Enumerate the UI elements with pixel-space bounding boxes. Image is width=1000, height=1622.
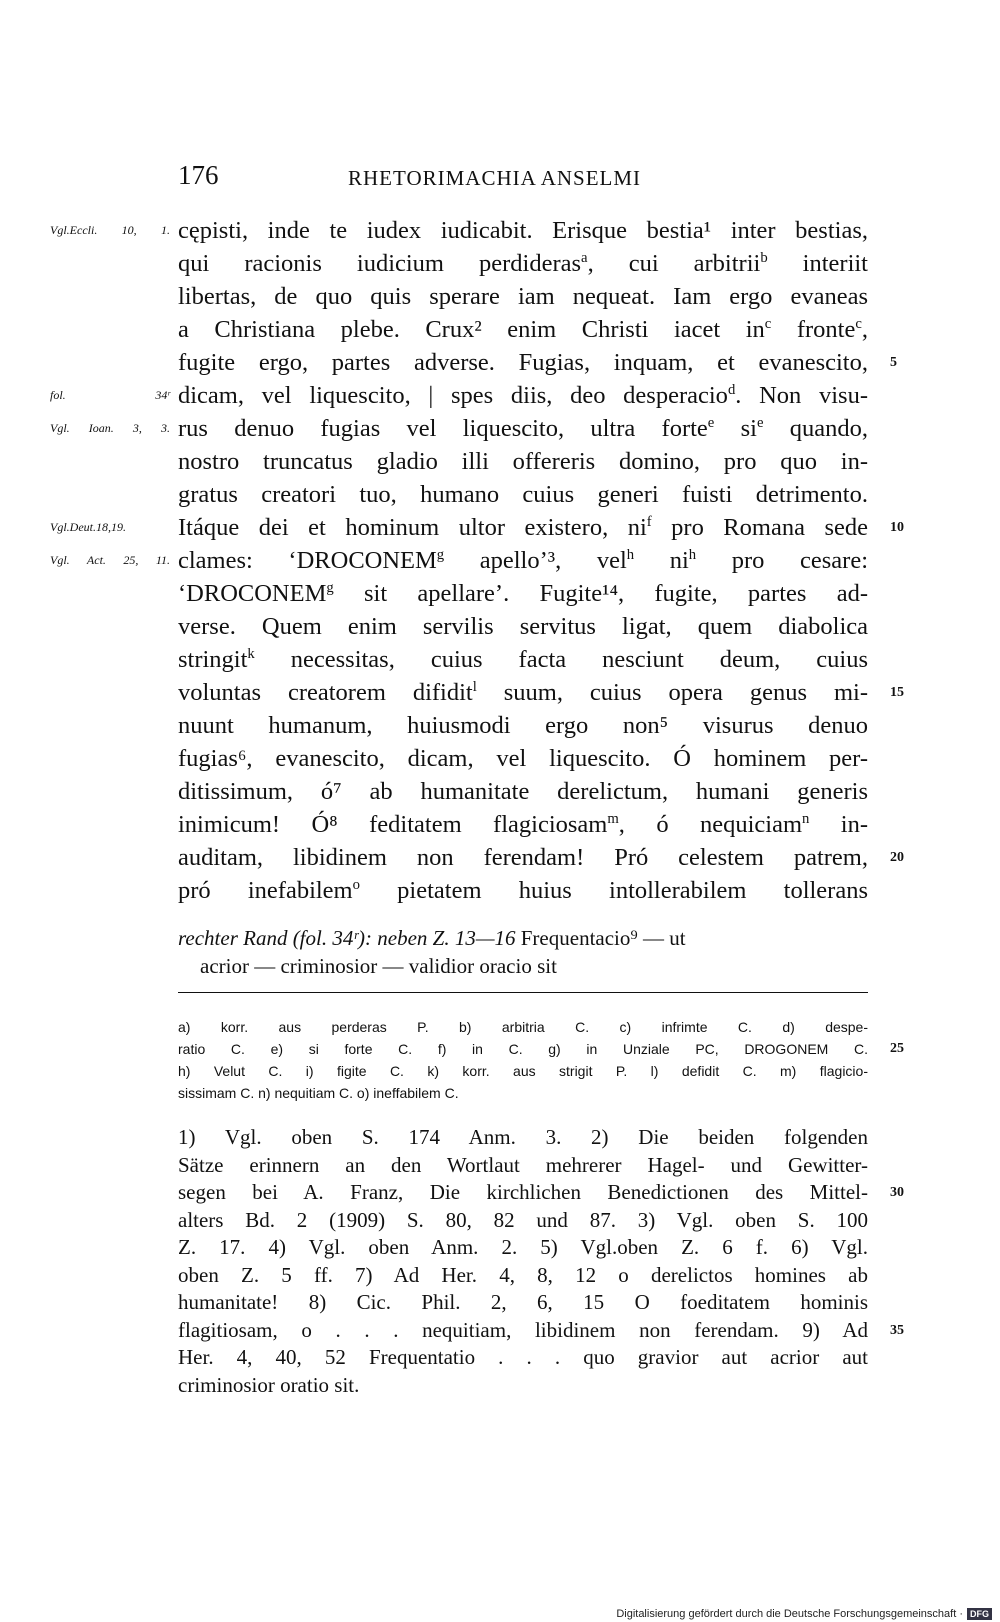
critical-apparatus [178, 1016, 904, 1104]
footnote-line [178, 1207, 868, 1235]
margin-reference: fol. 34ʳ [50, 388, 170, 402]
apparatus-text: a) korr. aus perderas P. b) arbitria C. c) infrimte C. d) despe- [178, 1019, 868, 1035]
text-line [178, 445, 868, 478]
text-line [178, 841, 904, 874]
text-line [178, 643, 868, 676]
footnote-text: Z. 17. 4) Vgl. oben Anm. 2. 5) Vgl.oben Z. 6 f. 6) Vgl. [178, 1235, 868, 1259]
line-text: stringit$^k$ necessitas, cuius facta nesciunt deum, cuius [178, 645, 868, 673]
text-line [178, 478, 868, 511]
line-number: 10 [890, 520, 904, 535]
footnote-text: Sätze erinnern an den Wortlaut mehrerer Hagel- und Gewitter- [178, 1152, 868, 1177]
footnote-line [178, 1289, 868, 1317]
footnote-text: flagitiosam, o . . . nequitiam, libidinem non ferendam. 9) Ad [178, 1317, 868, 1342]
text-line [50, 214, 868, 247]
footnote-line [178, 1344, 868, 1372]
line-text: libertas, de quo quis sperare iam nequeat. Iam ergo evaneas [178, 283, 868, 310]
main-text [50, 214, 904, 907]
marginal-note-text: Frequentacio⁹ — ut [515, 926, 686, 950]
text-line [178, 808, 868, 841]
line-text: ditissimum, ó⁷ ab humanitate derelictum, humani generis [178, 778, 868, 805]
footnote-line [178, 1372, 868, 1400]
margin-reference: Vgl.Deut.18,19. [50, 520, 126, 534]
apparatus-line [178, 1016, 868, 1038]
line-text: pró inefabilem$^o$ pietatem huius intollerabilem tollerans [178, 876, 869, 904]
page-header [178, 160, 878, 200]
line-number: 30 [890, 1185, 904, 1200]
margin-reference: Vgl. Act. 25, 11. [50, 553, 170, 567]
line-text: voluntas creatorem difidit$^l$ suum, cuius opera genus mi- [178, 678, 868, 706]
apparatus-line [178, 1038, 904, 1060]
footnote-text: 1) Vgl. oben S. 174 Anm. 3. 2) Die beiden folgenden [178, 1125, 868, 1149]
footnote-text: humanitate! 8) Cic. Phil. 2, 6, 15 O foeditatem hominis [178, 1290, 868, 1314]
line-number: 15 [890, 685, 904, 700]
line-text: a Christiana plebe. Crux² enim Christi iacet $in^c$ fronte$^c$, [178, 315, 869, 343]
line-text: fugias⁶, evanescito, dicam, vel liquescito. Ó hominem per- [178, 745, 868, 772]
marginal-note-line2: acrior — criminosior — validior oracio sit [200, 954, 557, 978]
text-line [178, 577, 868, 610]
running-title: RHETORIMACHIA ANSELMI [348, 166, 642, 190]
footnote-text: alters Bd. 2 (1909) S. 80, 82 und 87. 3) Vgl. oben S. 100 [178, 1207, 868, 1232]
footnote-line [178, 1262, 868, 1290]
line-text: qui racionis iudicium perdideras$^a$, cui arbitrii$^b$ interiit [178, 249, 868, 277]
line-text: nuunt humanum, huiusmodi ergo non⁵ visurus denuo [178, 712, 868, 739]
footnote-text: Her. 4, 40, 52 Frequentatio . . . quo gravior aut acrior aut [178, 1345, 868, 1369]
apparatus-line [178, 1082, 868, 1104]
text-line [178, 676, 904, 709]
digitization-credit [616, 1608, 992, 1620]
line-text: ‘DROCONEM$^g$ sit apellare’. Fugite¹⁴, fugite, partes ad- [178, 579, 868, 607]
marginal-note-label: rechter Rand (fol. 34ʳ): neben Z. 13—16 [178, 926, 516, 950]
footnote-line [178, 1124, 868, 1152]
footnote-line [178, 1179, 904, 1207]
footnote-text: segen bei A. Franz, Die kirchlichen Benedictionen des Mittel- [178, 1180, 868, 1204]
line-text: auditam, libidinem non ferendam! Pró celestem patrem, [178, 844, 868, 871]
line-text: verse. Quem enim servilis servitus ligat, quem diabolica [178, 613, 868, 640]
footnote-line [178, 1234, 868, 1262]
footnote-line [178, 1152, 868, 1180]
dfg-logo: DFG [967, 1608, 992, 1620]
page-number: 176 [178, 160, 219, 190]
source-footnotes [178, 1124, 904, 1399]
text-line [178, 280, 868, 313]
line-text: inimicum! Ó⁸ feditatem flagiciosam$^m$, ó nequiciam$^n$ in- [178, 810, 869, 838]
line-text: fugite ergo, partes adverse. Fugias, inquam, et evanescito, [178, 349, 868, 376]
text-line [178, 313, 868, 346]
text-line [178, 775, 868, 808]
apparatus-text: sissimam C. n) nequitiam C. o) ineffabilem C. [178, 1085, 459, 1101]
line-text: clames: ‘DROCONEM$^g$ apello’³, vel$^h$ $ni^h$ pro cesare: [178, 546, 868, 574]
text-line [178, 742, 868, 775]
text-line [178, 709, 868, 742]
line-number: 25 [890, 1041, 904, 1056]
apparatus-divider [178, 992, 868, 993]
text-line [50, 511, 904, 544]
text-line [50, 544, 868, 577]
line-text: gratus creatori tuo, humano cuius generi fuisti detrimento. [178, 481, 868, 508]
text-line [50, 379, 868, 412]
apparatus-text: ratio C. e) si forte C. f) in C. g) in Unziale PC, DROGONEM C. [178, 1041, 868, 1057]
credit-text: Digitalisierung gefördert durch die Deutsche Forschungsgemeinschaft · [616, 1608, 963, 1620]
line-number: 5 [890, 355, 897, 370]
margin-reference: Vgl.Eccli. 10, 1. [50, 223, 170, 237]
text-line [178, 610, 868, 643]
line-number: 20 [890, 850, 904, 865]
line-number: 35 [890, 1322, 904, 1338]
line-text: nostro truncatus gladio illi offereris domino, pro quo in- [178, 448, 868, 475]
marginal-note [178, 924, 868, 980]
margin-reference: Vgl. Ioan. 3, 3. [50, 421, 170, 435]
line-text: Itáque dei et hominum ultor existero, $ni^f$ pro Romana sede [178, 513, 868, 541]
text-line [50, 412, 869, 445]
line-text: dicam, vel liquescito, | spes diis, deo desperacio$^d$. Non visu- [178, 381, 868, 409]
footnote-text: criminosior oratio sit. [178, 1372, 360, 1397]
line-text: cępisti, inde te iudex iudicabit. Erisque bestia¹ inter bestias, [178, 217, 868, 244]
apparatus-text: h) Velut C. i) figite C. k) korr. aus strigit P. l) defidit C. m) flagicio- [178, 1063, 868, 1079]
footnote-line [178, 1317, 904, 1345]
text-line [178, 346, 897, 379]
footnote-text: oben Z. 5 ff. 7) Ad Her. 4, 8, 12 o derelictos homines ab [178, 1262, 868, 1287]
text-line [178, 874, 868, 907]
apparatus-line [178, 1060, 868, 1082]
text-line [178, 247, 868, 280]
line-text: rus denuo fugias vel liquescito, ultra forte$^e$ $si^e$ quando, [178, 414, 869, 442]
